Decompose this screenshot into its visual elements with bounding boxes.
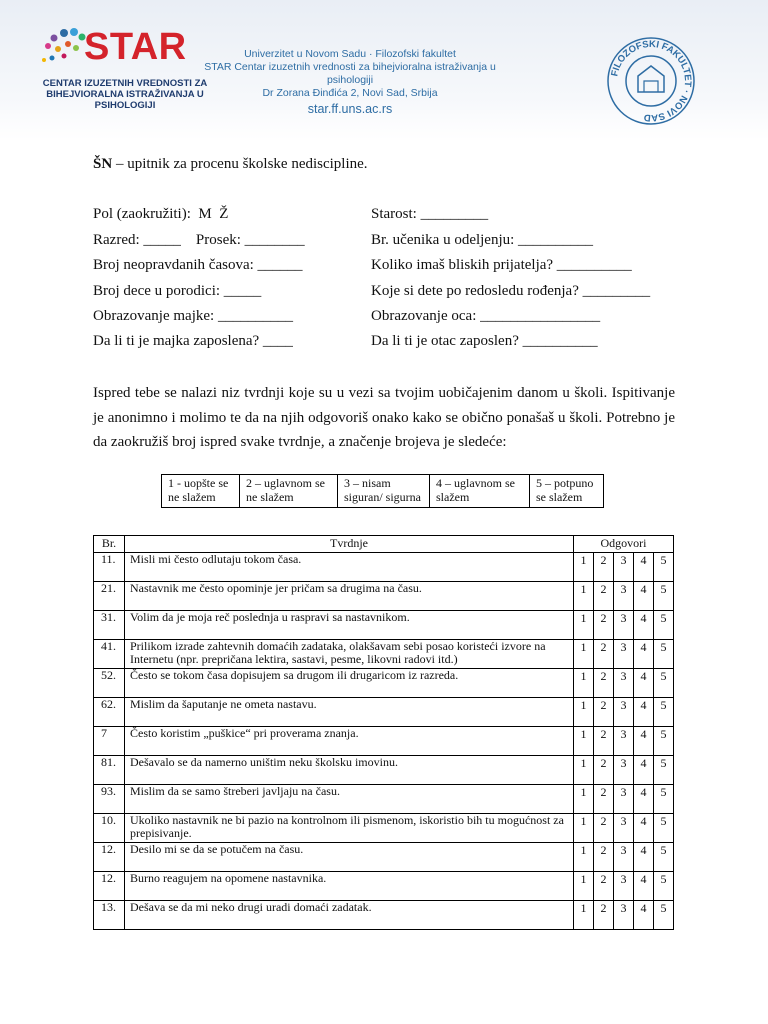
column-header-answers: Odgovori [574, 536, 674, 553]
table-row [94, 901, 674, 930]
answer-option[interactable]: 4 [634, 872, 654, 901]
page-title [93, 156, 368, 173]
item-statement: Desilo mi se da se potučem na času. [125, 843, 574, 872]
svg-text:FILOZOFSKI FAKULTET · NOVI SAD: FILOZOFSKI FAKULTET · NOVI SAD [609, 38, 694, 124]
answer-option[interactable]: 4 [634, 698, 654, 727]
answer-option[interactable]: 4 [634, 611, 654, 640]
answer-option[interactable]: 4 [634, 669, 654, 698]
answer-option[interactable]: 2 [594, 582, 614, 611]
scale-option: 5 – potpuno se slažem [530, 475, 604, 508]
item-statement: Dešavalo se da namerno uništim neku školsku imovinu. [125, 756, 574, 785]
item-number: 93. [94, 785, 125, 814]
questionnaire-title: – upitnik za procenu školske nediscipline. [112, 156, 368, 172]
field-birth-order[interactable]: Koje si dete po redosledu rođenja? _________ [371, 283, 651, 299]
table-row [94, 640, 674, 669]
star-logo [38, 24, 208, 116]
answer-option[interactable]: 2 [594, 611, 614, 640]
rating-scale-legend [161, 474, 604, 508]
answer-option[interactable]: 4 [634, 901, 654, 930]
brand-subtitle: CENTAR IZUZETNIH VREDNOSTI ZA BIHEJVIORALNA ISTRAŽIVANJA U PSIHOLOGIJI [42, 78, 208, 111]
answer-option[interactable]: 5 [654, 843, 674, 872]
answer-option[interactable]: 1 [574, 669, 594, 698]
scale-option: 4 – uglavnom se slažem [430, 475, 530, 508]
answer-option[interactable]: 1 [574, 814, 594, 843]
item-number: 11. [94, 553, 125, 582]
field-children-in-family[interactable]: Broj dece u porodici: _____ [93, 283, 262, 299]
answer-option[interactable]: 2 [594, 843, 614, 872]
institution-address: Dr Zorana Đinđića 2, Novi Sad, Srbija [262, 87, 438, 99]
answer-option[interactable]: 4 [634, 785, 654, 814]
item-number: 12. [94, 872, 125, 901]
answer-option[interactable]: 1 [574, 756, 594, 785]
item-statement: Ukoliko nastavnik ne bi pazio na kontrolnom ili pismenom, iskoristio bih tu mogućnost za prepisivanje. [125, 814, 574, 843]
answer-option[interactable]: 4 [634, 756, 654, 785]
answer-option[interactable]: 3 [614, 785, 634, 814]
item-statement: Burno reagujem na opomene nastavnika. [125, 872, 574, 901]
answer-option[interactable]: 3 [614, 553, 634, 582]
answer-option[interactable]: 5 [654, 611, 674, 640]
table-header-row [94, 536, 674, 553]
answer-option[interactable]: 5 [654, 582, 674, 611]
field-class-size[interactable]: Br. učenika u odeljenju: __________ [371, 232, 594, 248]
table-row [94, 814, 674, 843]
questionnaire-code: ŠN [93, 156, 113, 172]
table-row [94, 756, 674, 785]
table-row [94, 553, 674, 582]
item-number: 81. [94, 756, 125, 785]
table-row [94, 669, 674, 698]
item-number: 31. [94, 611, 125, 640]
field-unexcused-classes[interactable]: Broj neopravdanih časova: ______ [93, 257, 303, 273]
field-gender[interactable]: Pol (zaokružiti): M Ž [93, 206, 229, 222]
answer-option[interactable]: 3 [614, 611, 634, 640]
item-number: 41. [94, 640, 125, 669]
answer-option[interactable]: 5 [654, 727, 674, 756]
item-statement: Mislim da se samo štreberi javljaju na času. [125, 785, 574, 814]
answer-option[interactable]: 2 [594, 553, 614, 582]
item-number: 13. [94, 901, 125, 930]
answer-option[interactable]: 4 [634, 582, 654, 611]
answer-option[interactable]: 2 [594, 698, 614, 727]
column-header-statements: Tvrdnje [125, 536, 574, 553]
answer-option[interactable]: 1 [574, 727, 594, 756]
answer-option[interactable]: 3 [614, 727, 634, 756]
questionnaire-table [93, 535, 674, 930]
answer-option[interactable]: 4 [634, 814, 654, 843]
institution-line: Univerzitet u Novom Sadu · Filozofski fakultet [244, 48, 456, 60]
answer-option[interactable]: 5 [654, 814, 674, 843]
table-row [94, 872, 674, 901]
answer-option[interactable]: 5 [654, 553, 674, 582]
answer-option[interactable]: 1 [574, 843, 594, 872]
answer-option[interactable]: 2 [594, 640, 614, 669]
field-close-friends[interactable]: Koliko imaš bliskih prijatelja? __________ [371, 257, 632, 273]
table-row [94, 843, 674, 872]
field-father-education[interactable]: Obrazovanje oca: ________________ [371, 308, 601, 324]
item-statement: Dešava se da mi neko drugi uradi domaći zadatak. [125, 901, 574, 930]
item-number: 62. [94, 698, 125, 727]
answer-option[interactable]: 5 [654, 756, 674, 785]
answer-option[interactable]: 3 [614, 756, 634, 785]
item-statement: Nastavnik me često opominje jer pričam sa drugima na času. [125, 582, 574, 611]
answer-option[interactable]: 3 [614, 669, 634, 698]
answer-option[interactable]: 3 [614, 872, 634, 901]
answer-option[interactable]: 2 [594, 669, 614, 698]
answer-option[interactable]: 1 [574, 611, 594, 640]
answer-option[interactable]: 5 [654, 872, 674, 901]
answer-option[interactable]: 4 [634, 553, 654, 582]
answer-option[interactable]: 1 [574, 872, 594, 901]
answer-option[interactable]: 5 [654, 901, 674, 930]
field-father-employed[interactable]: Da li ti je otac zaposlen? __________ [371, 333, 598, 349]
answer-option[interactable]: 1 [574, 582, 594, 611]
scale-option: 2 – uglavnom se ne slažem [240, 475, 338, 508]
answer-option[interactable]: 2 [594, 756, 614, 785]
answer-option[interactable]: 3 [614, 640, 634, 669]
answer-option[interactable]: 4 [634, 843, 654, 872]
field-grade-average[interactable]: Razred: _____ Prosek: ________ [93, 232, 305, 248]
table-row [94, 611, 674, 640]
item-number: 12. [94, 843, 125, 872]
answer-option[interactable]: 2 [594, 872, 614, 901]
field-mother-education[interactable]: Obrazovanje majke: __________ [93, 308, 293, 324]
item-statement: Često koristim „puškice“ pri proverama znanja. [125, 727, 574, 756]
answer-option[interactable]: 1 [574, 785, 594, 814]
table-row [94, 582, 674, 611]
website-link[interactable]: star.ff.uns.ac.rs [307, 102, 393, 116]
answer-option[interactable]: 3 [614, 582, 634, 611]
item-number: 10. [94, 814, 125, 843]
item-statement: Mislim da šaputanje ne ometa nastavu. [125, 698, 574, 727]
answer-option[interactable]: 2 [594, 901, 614, 930]
answer-option[interactable]: 1 [574, 553, 594, 582]
table-row [94, 727, 674, 756]
faculty-seal-icon [606, 36, 696, 126]
answer-option[interactable]: 1 [574, 640, 594, 669]
institution-info [200, 48, 500, 116]
institution-line: STAR Centar izuzetnih vrednosti za bihejvioralna istraživanja u psihologiji [204, 61, 496, 86]
item-statement: Misli mi često odlutaju tokom časa. [125, 553, 574, 582]
item-statement: Prilikom izrade zahtevnih domaćih zadataka, olakšavam sebi posao koristeći izvore na Internetu (npr. prepričana lektira, sastavi, pesme, likovni radovi itd.) [125, 640, 574, 669]
answer-option[interactable]: 1 [574, 901, 594, 930]
answer-option[interactable]: 2 [594, 727, 614, 756]
answer-option[interactable]: 5 [654, 698, 674, 727]
answer-option[interactable]: 5 [654, 669, 674, 698]
item-number: 7 [94, 727, 125, 756]
brand-name: STAR [84, 26, 187, 68]
answer-option[interactable]: 2 [594, 785, 614, 814]
field-mother-employed[interactable]: Da li ti je majka zaposlena? ____ [93, 333, 293, 349]
scale-option: 3 – nisam siguran/ sigurna [338, 475, 430, 508]
answer-option[interactable]: 5 [654, 640, 674, 669]
answer-option[interactable]: 3 [614, 814, 634, 843]
answer-option[interactable]: 2 [594, 814, 614, 843]
instructions-paragraph: Ispred tebe se nalazi niz tvrdnji koje su u vezi sa tvojim uobičajenim danom u školi. Ispitivanje je anonimno i molimo te da na njih odgovoriš onako kako se obično ponašaš u školi. Potrebno je da zaokružiš broj ispred svake tvrdnje, a značenje brojeva je sledeće: [93, 385, 675, 450]
scale-option: 1 - uopšte se ne slažem [162, 475, 240, 508]
answer-option[interactable]: 5 [654, 785, 674, 814]
answer-option[interactable]: 4 [634, 640, 654, 669]
item-statement: Često se tokom časa dopisujem sa drugom ili drugaricom iz razreda. [125, 669, 574, 698]
item-statement: Volim da je moja reč poslednja u raspravi sa nastavnikom. [125, 611, 574, 640]
answer-option[interactable]: 3 [614, 901, 634, 930]
item-number: 52. [94, 669, 125, 698]
table-row [94, 698, 674, 727]
column-header-number: Br. [94, 536, 125, 553]
answer-option[interactable]: 3 [614, 698, 634, 727]
answer-option[interactable]: 4 [634, 727, 654, 756]
answer-option[interactable]: 3 [614, 843, 634, 872]
item-number: 21. [94, 582, 125, 611]
answer-option[interactable]: 1 [574, 698, 594, 727]
table-row [94, 785, 674, 814]
field-age[interactable]: Starost: _________ [371, 206, 489, 222]
